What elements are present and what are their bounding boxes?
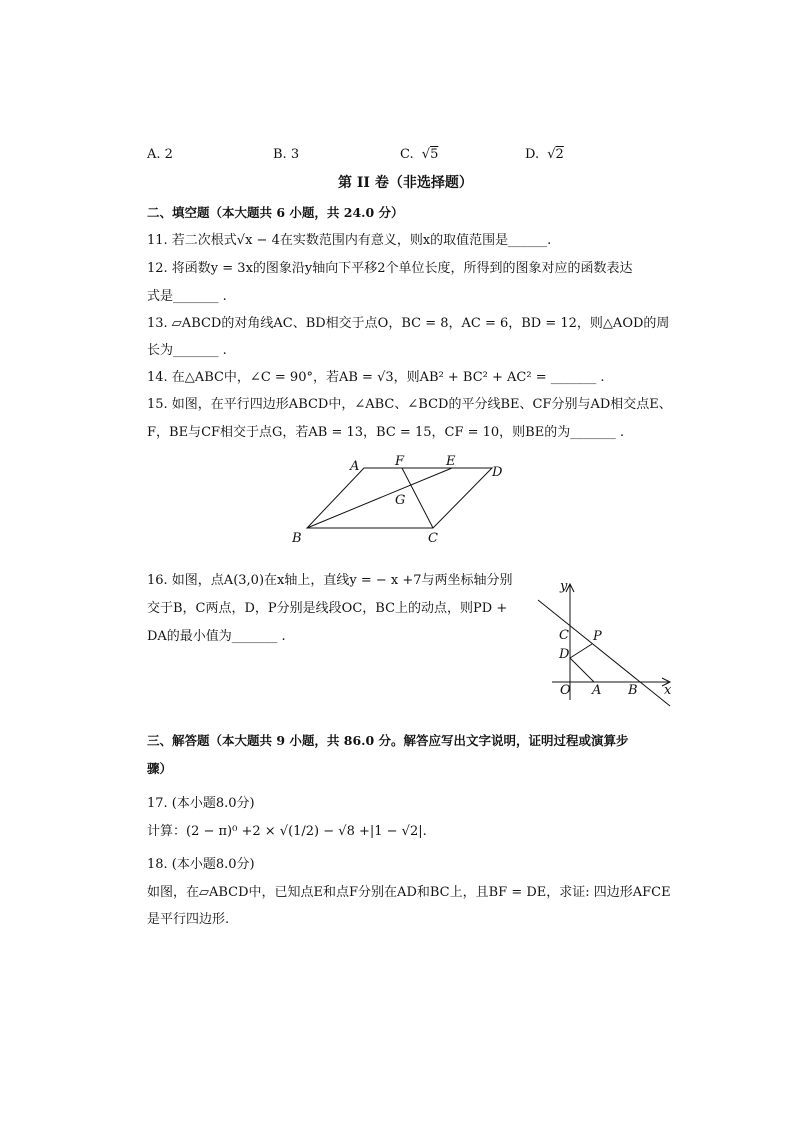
fig15-label-a: A: [350, 459, 360, 474]
volume-title: 第 II 卷（非选择题）: [338, 175, 473, 191]
q17-label: 17. (本小题8.0分): [147, 796, 255, 811]
q11-text: 11. 若二次根式√x − 4在实数范围内有意义，则x的取值范围是______.: [147, 233, 552, 248]
choice-d-value: 2: [555, 147, 564, 162]
fig15-label-b: B: [292, 531, 302, 546]
q13-line1: 13. ▱ABCD的对角线AC、BD相交于点O，BC = 8，AC = 6，BD = 12，则△AOD的周: [147, 316, 670, 331]
q12-line1: 12. 将函数y = 3x的图象沿y轴向下平移2个单位长度，所得到的图象对应的函数表达: [147, 261, 633, 276]
choice-c-value: 5: [430, 147, 439, 162]
fig16-label-a: A: [592, 683, 602, 698]
section3-heading-line2: 骤）: [147, 761, 173, 776]
q13-line2: 长为_______ .: [147, 343, 227, 358]
segment-cf: [402, 468, 433, 528]
fig15-label-d: D: [492, 465, 503, 480]
fig16-label-p: P: [593, 629, 602, 644]
fig16-label-c: C: [559, 628, 569, 643]
segment-da: [570, 658, 594, 682]
fig16-label-x: x: [664, 683, 672, 698]
q17-text: 计算：(2 − π)⁰ +2 × √(1/2) − √8 +|1 − √2|.: [147, 824, 427, 839]
fig15-label-f: F: [395, 454, 405, 469]
q15-parallelogram-figure: [280, 448, 520, 548]
segment-dp: [570, 644, 592, 658]
section2-heading: 二、填空题（本大题共 6 小题，共 24.0 分）: [147, 205, 404, 220]
choice-d: D. √2: [525, 147, 564, 162]
q18-line2: 是平行四边形.: [147, 912, 230, 927]
fig16-label-o: O: [560, 683, 571, 698]
q18-line1: 如图，在▱ABCD中，已知点E和点F分别在AD和BC上，且BF = DE，求证: 四边形AFCE: [147, 885, 671, 900]
choice-c: C. √5: [400, 147, 439, 162]
choice-b: B. 3: [273, 147, 300, 162]
section3-heading-line1: 三、解答题（本大题共 9 小题，共 86.0 分。解答应写出文字说明，证明过程或演算步: [147, 733, 629, 748]
q16-coordinate-figure: [530, 572, 680, 712]
q16-line1: 16. 如图，点A(3,0)在x轴上，直线y = − x +7与两坐标轴分别: [147, 573, 513, 588]
q12-line2: 式是_______ .: [147, 289, 227, 304]
q16-line3: DA的最小值为_______ .: [147, 629, 286, 644]
fig15-label-g: G: [395, 493, 406, 508]
q15-line1: 15. 如图，在平行四边形ABCD中，∠ABC、∠BCD的平分线BE、CF分别与AD相交点E、: [147, 397, 672, 412]
fig16-label-b: B: [628, 683, 638, 698]
choice-a: A. 2: [147, 147, 173, 162]
segment-be: [307, 468, 452, 528]
q16-line2: 交于B，C两点，D，P分别是线段OC，BC上的动点，则PD +: [147, 601, 508, 616]
q14-text: 14. 在△ABC中，∠C = 90°，若AB = √3，则AB² + BC² + AC² = _______ .: [147, 370, 605, 385]
q15-line2: F，BE与CF相交于点G，若AB = 13，BC = 15，CF = 10，则BE的为_______ .: [147, 425, 624, 440]
choice-c-label: C.: [400, 147, 414, 162]
q18-label: 18. (本小题8.0分): [147, 857, 255, 872]
fig16-label-d: D: [559, 647, 570, 662]
fig15-label-e: E: [446, 454, 456, 469]
choice-d-label: D.: [525, 147, 540, 162]
fig15-label-c: C: [428, 531, 438, 546]
line-bc: [538, 600, 670, 706]
fig16-label-y: y: [560, 579, 568, 594]
